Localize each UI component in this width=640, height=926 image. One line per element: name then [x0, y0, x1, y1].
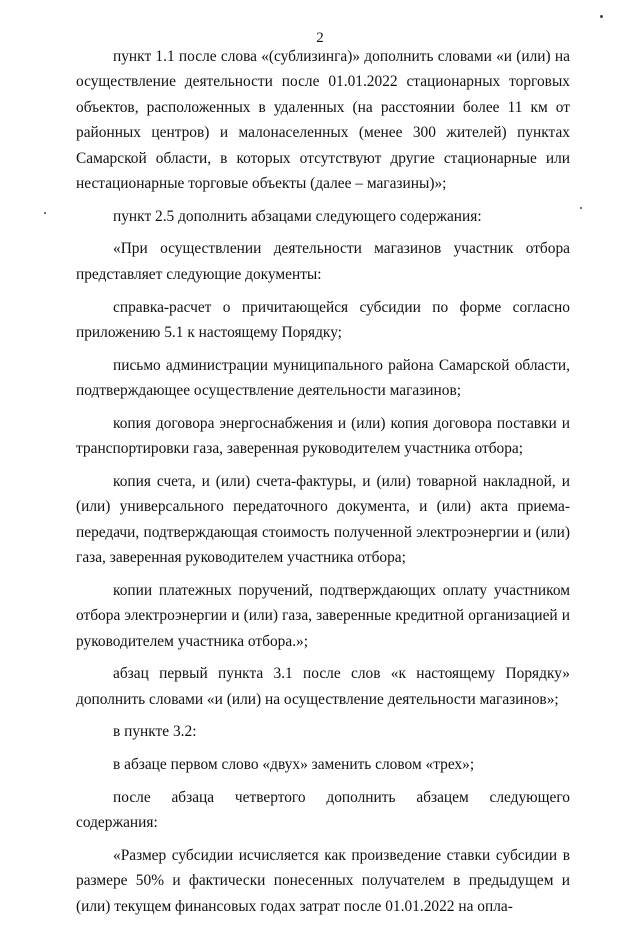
scan-speck	[44, 212, 46, 214]
paragraph-2: пункт 2.5 дополнить абзацами следующего содержания:	[113, 207, 482, 225]
paragraph-5: письмо администрации муниципального района Самарской области, подтверждающее осуществление деятельности магазинов;	[76, 356, 570, 400]
paragraph-6: копия договора энергоснабжения и (или) копия договора поставки и транспортировки газа, заверенная руководителем участника отбора;	[76, 414, 570, 458]
paragraph-10: в пункте 3.2:	[113, 723, 197, 741]
paragraph-1: пункт 1.1 после слова «(сублизинга)» дополнить словами «и (или) на осуществление деятельности после 01.01.2022 стационарных торговых объектов, расположенных в удаленных (на расстоянии более 11 км от районных центров) и малонаселенных (менее 300 жителей) пунктах Самарской области, в которых отсутствуют другие стационарные или нестационарные торговые объекты (далее – магазины)»;	[76, 48, 570, 193]
paragraph-13: «Размер субсидии исчисляется как произведение ставки субсидии в размере 50% и фактически понесенных получателем в предыдущем и (или) текущем финансовых годах затрат после 01.01.2022 на опла-	[76, 846, 570, 915]
paragraph-9: абзац первый пункта 3.1 после слов «к настоящему Порядку» дополнить словами «и (или) на осуществление деятельности магазинов»;	[76, 665, 570, 708]
paragraph-8: копии платежных поручений, подтверждающих оплату участником отбора электроэнергии и (или) газа, заверенные кредитной организацией и руководителем участника отбора.»;	[76, 581, 570, 650]
paragraph-3: «При осуществлении деятельности магазинов участник отбора представляет следующие документы:	[76, 240, 570, 283]
paragraph-11: в абзаце первом слово «двух» заменить словом «трех»;	[113, 756, 475, 774]
scan-speck	[600, 15, 603, 18]
paragraph-4: справка-расчет о причитающейся субсидии по форме согласно приложению 5.1 к настоящему Порядку;	[76, 298, 570, 341]
page-number: 2	[316, 30, 324, 46]
paragraph-7: копия счета, и (или) счета-фактуры, и (или) товарной накладной, и (или) универсального передаточного документа, и (или) акта приема-передачи, подтверждающая стоимость полученной электроэнергии и (или) газа, заверенная руководителем участника отбора;	[76, 472, 570, 567]
paragraph-12: после абзаца четвертого дополнить абзацем следующего содержания:	[76, 788, 570, 832]
scan-speck	[580, 207, 582, 209]
document-body	[76, 44, 570, 926]
